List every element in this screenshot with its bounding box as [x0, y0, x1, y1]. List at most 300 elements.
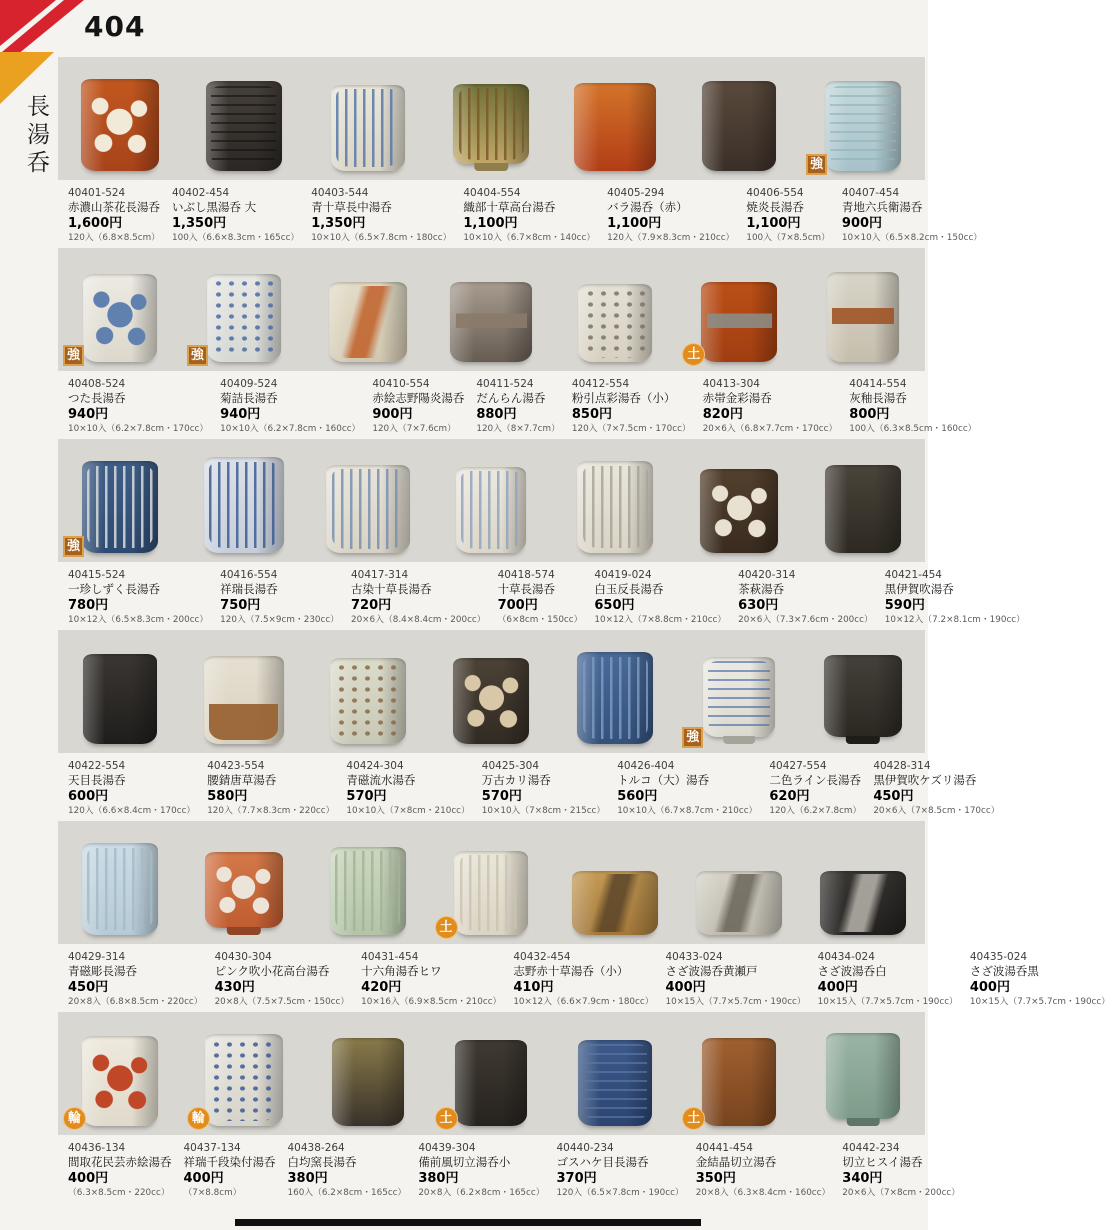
product-photo-cell	[58, 439, 182, 562]
product-code: 40421-454	[884, 569, 942, 581]
product-info	[607, 757, 759, 821]
product-photo-cell	[553, 57, 677, 180]
product-info	[210, 375, 362, 439]
teacup-photo	[204, 656, 284, 744]
product-photo-cell	[306, 821, 430, 944]
teacup-photo	[578, 284, 652, 362]
product-code: 40419-024	[594, 569, 652, 581]
product-photo-cell	[430, 821, 554, 944]
product-name: トルコ（大）湯呑	[617, 773, 710, 787]
product-price: 450円	[68, 980, 109, 995]
product-photo-cell	[58, 821, 182, 944]
product-photo-cell	[553, 439, 677, 562]
product-name: 青十草長中湯呑	[311, 200, 392, 214]
product-code: 40431-454	[361, 951, 419, 963]
product-photo-cell	[182, 57, 306, 180]
product-name: 古染十草長湯呑	[350, 582, 432, 596]
product-code: 40420-314	[738, 569, 796, 581]
product-info	[597, 184, 736, 248]
product-code: 40418-574	[497, 569, 555, 581]
product-price: 1,600円	[68, 216, 123, 231]
product-price: 940円	[220, 407, 261, 422]
teacup-photo	[827, 272, 899, 362]
product-code: 40428-314	[873, 760, 931, 772]
teacup-photo	[204, 457, 284, 553]
product-info	[341, 566, 488, 630]
product-photo-cell	[553, 630, 677, 753]
product-name: 祥瑞長湯呑	[220, 582, 278, 596]
product-code: 40433-024	[665, 951, 723, 963]
product-name: 黒伊賀吹ケズリ湯呑	[873, 773, 977, 787]
product-info	[808, 948, 960, 1012]
teacup-photo	[696, 871, 782, 935]
teacup-photo	[572, 871, 658, 935]
product-info	[466, 375, 562, 439]
product-name: 赤帯金彩湯呑	[702, 391, 772, 405]
teacup-photo	[456, 467, 526, 553]
product-spec: 10×10入（7×8cm・215cc）	[481, 806, 606, 816]
product-name: 十草長湯呑	[497, 582, 556, 596]
product-info	[174, 1139, 278, 1203]
product-code: 40415-524	[68, 569, 126, 581]
product-price: 590円	[884, 598, 925, 613]
product-spec: 120入（7×7.5cm・170cc）	[571, 424, 691, 434]
product-price: 380円	[418, 1171, 459, 1186]
product-name: ピンク吹小花高台湯呑	[214, 964, 330, 978]
product-name: 織部十草高台湯呑	[463, 200, 556, 214]
product-info	[488, 566, 585, 630]
teacup-photo	[326, 465, 410, 553]
catalog-row	[58, 57, 983, 248]
product-name: つた長湯呑	[68, 391, 126, 405]
product-spec: 120入（7.9×8.3cm・210cc）	[607, 233, 735, 243]
product-info	[693, 375, 840, 439]
product-info	[301, 184, 453, 248]
product-name: ゴスハケ目長湯呑	[556, 1155, 649, 1169]
bottom-divider-bar	[235, 1219, 701, 1226]
product-code: 40401-524	[68, 187, 126, 199]
catalog-rows	[58, 57, 1111, 1203]
product-photo-cell	[182, 630, 306, 753]
product-code: 40437-134	[183, 1142, 241, 1154]
photo-band	[58, 57, 925, 180]
product-info	[547, 1139, 686, 1203]
teacup-photo	[574, 83, 656, 171]
teacup-photo	[205, 852, 283, 928]
product-spec: 160入（6.2×8cm・165cc）	[287, 1188, 407, 1198]
product-spec: 20×6入（7.3×7.6cm・200cc）	[738, 615, 873, 625]
product-code: 40429-314	[68, 951, 126, 963]
product-info	[453, 184, 597, 248]
product-code: 40426-404	[617, 760, 675, 772]
product-info	[875, 566, 1027, 630]
product-photo-cell	[182, 821, 306, 944]
product-name: さざ波湯呑黒	[969, 964, 1039, 978]
product-spec: 10×10入（6.2×7.8cm・170cc）	[68, 424, 209, 434]
product-info	[58, 375, 210, 439]
stock-badge: 強	[682, 727, 703, 748]
product-info	[503, 948, 655, 1012]
product-price: 620円	[769, 789, 810, 804]
product-info	[351, 948, 503, 1012]
teacup-photo	[700, 469, 778, 553]
product-photo-cell	[677, 1012, 801, 1135]
product-price: 400円	[969, 980, 1010, 995]
product-info	[205, 948, 352, 1012]
product-name: さざ波湯呑白	[817, 964, 887, 978]
product-code: 40438-264	[287, 1142, 345, 1154]
product-photo-cell	[677, 248, 801, 371]
product-info	[58, 1139, 174, 1203]
teacup-photo	[578, 1040, 652, 1126]
photo-band	[58, 1012, 925, 1135]
teacup-photo	[703, 657, 775, 737]
product-name: 赤絵志野陽炎湯呑	[372, 391, 465, 405]
teacup-photo	[82, 843, 158, 935]
product-name: 青磁流水湯呑	[346, 773, 416, 787]
product-name: 白均窯長湯呑	[287, 1155, 357, 1169]
stock-badge: 土	[682, 343, 705, 366]
product-info	[58, 948, 205, 1012]
product-price: 400円	[68, 1171, 109, 1186]
product-photo-cell	[306, 1012, 430, 1135]
product-spec: 10×10入（6.2×7.8cm・160cc）	[220, 424, 361, 434]
teacup-photo	[702, 81, 776, 171]
product-name: 茶萩湯呑	[738, 582, 785, 596]
product-name: 黒伊賀吹湯呑	[884, 582, 954, 596]
product-code: 40407-454	[841, 187, 900, 199]
teacup-photo	[454, 851, 528, 935]
product-info	[58, 757, 197, 821]
product-info	[197, 757, 336, 821]
product-name: 一珍しずく長湯呑	[68, 582, 160, 596]
product-photo-cell	[801, 248, 925, 371]
teacup-photo	[826, 1033, 900, 1119]
teacup-photo	[824, 655, 902, 737]
product-info	[839, 375, 978, 439]
product-price: 630円	[738, 598, 779, 613]
product-info	[728, 566, 875, 630]
product-spec: 120入（8×7.7cm）	[476, 424, 560, 434]
product-name: だんらん湯呑	[476, 391, 546, 405]
product-photo-cell	[58, 1012, 182, 1135]
teacup-photo	[455, 1040, 527, 1126]
product-spec: 20×6入（7×8cm・200cc）	[842, 1188, 961, 1198]
product-info	[562, 375, 693, 439]
product-photo-cell	[553, 248, 677, 371]
product-spec: 120入（7.7×8.3cm・220cc）	[207, 806, 335, 816]
product-spec: 10×12入（7.2×8.1cm・190cc）	[884, 615, 1025, 625]
product-name: 青磁彫長湯呑	[68, 964, 137, 978]
product-info	[58, 184, 162, 248]
product-spec: 20×6入（6.8×7.7cm・170cc）	[702, 424, 838, 434]
teacup-photo	[825, 81, 901, 171]
product-price: 820円	[702, 407, 743, 422]
product-price: 420円	[361, 980, 402, 995]
product-code: 40436-134	[68, 1142, 126, 1154]
product-info	[408, 1139, 546, 1203]
product-price: 700円	[497, 598, 538, 613]
teacup-photo	[332, 1038, 404, 1126]
teacup-photo	[205, 1034, 283, 1126]
product-name: 天目長湯呑	[68, 773, 126, 787]
stock-badge: 輪	[187, 1107, 210, 1130]
product-price: 1,350円	[311, 216, 366, 231]
product-name: 万古カリ湯呑	[481, 773, 551, 787]
teacup-photo	[83, 654, 157, 744]
product-spec: （6×8cm・150cc）	[497, 615, 583, 625]
product-code: 40422-554	[68, 760, 126, 772]
product-code: 40441-454	[695, 1142, 753, 1154]
product-name: 腰錆唐草湯呑	[207, 773, 277, 787]
product-price: 400円	[817, 980, 858, 995]
product-price: 430円	[214, 980, 255, 995]
product-code: 40425-304	[481, 760, 540, 772]
product-price: 400円	[665, 980, 706, 995]
product-code: 40416-554	[220, 569, 278, 581]
product-code: 40432-454	[513, 951, 571, 963]
teacup-photo	[83, 274, 157, 362]
product-name: 切立ヒスイ湯呑	[842, 1155, 923, 1169]
product-name: 粉引点彩湯呑（小）	[571, 391, 676, 405]
product-spec: 10×10入（6.5×7.8cm・180cc）	[311, 233, 452, 243]
teacup-photo	[82, 461, 158, 553]
product-price: 570円	[346, 789, 387, 804]
catalog-row	[58, 630, 1000, 821]
product-name: 赤濃山茶花長湯呑	[68, 200, 160, 214]
product-price: 1,100円	[607, 216, 662, 231]
product-code: 40442-234	[842, 1142, 900, 1154]
stock-badge: 土	[435, 1107, 458, 1130]
teacup-photo	[207, 274, 281, 362]
text-band	[58, 1135, 961, 1203]
product-spec: 10×10入（6.7×8cm・140cc）	[463, 233, 596, 243]
product-price: 380円	[287, 1171, 328, 1186]
product-photo-cell	[58, 630, 182, 753]
photo-band	[58, 439, 925, 562]
product-code: 40414-554	[849, 378, 907, 390]
product-spec: 20×8入（6.8×8.5cm・220cc）	[68, 997, 203, 1007]
product-name: 白玉反長湯呑	[594, 582, 664, 596]
product-info	[832, 184, 984, 248]
product-spec: 120入（6.5×7.8cm・190cc）	[556, 1188, 684, 1198]
catalog-row	[58, 821, 1111, 1012]
product-price: 410円	[513, 980, 554, 995]
teacup-photo	[331, 85, 405, 171]
product-code: 40423-554	[207, 760, 265, 772]
product-price: 750円	[220, 598, 261, 613]
product-code: 40404-554	[463, 187, 521, 199]
teacup-photo	[81, 79, 159, 171]
product-spec: 20×6入（8.4×8.4cm・200cc）	[350, 615, 486, 625]
product-photo-cell	[306, 439, 430, 562]
product-name: 十六角湯呑ヒワ	[361, 964, 442, 978]
product-price: 340円	[842, 1171, 883, 1186]
product-info	[863, 757, 1001, 821]
stock-badge: 強	[63, 536, 84, 557]
stock-badge: 土	[435, 916, 458, 939]
product-photo-cell	[801, 1012, 925, 1135]
product-spec: （7×8.8cm）	[183, 1188, 242, 1198]
product-name: 菊詰長湯呑	[220, 391, 278, 405]
product-spec: 120入（6.2×7.8cm）	[769, 806, 862, 816]
product-price: 1,100円	[463, 216, 518, 231]
product-photo-cell	[306, 630, 430, 753]
product-spec: 120入（6.8×8.5cm）	[68, 233, 160, 243]
text-band	[58, 180, 983, 248]
teacup-photo	[329, 282, 407, 362]
product-code: 40406-554	[746, 187, 804, 199]
product-info	[736, 184, 832, 248]
product-name: 青地六兵衛湯呑	[841, 200, 923, 214]
teacup-photo	[702, 1038, 776, 1126]
teacup-photo	[330, 847, 406, 935]
product-photo-cell	[677, 57, 801, 180]
product-spec: 10×15入（7.7×5.7cm・190cc）	[969, 997, 1111, 1007]
product-code: 40402-454	[172, 187, 230, 199]
product-spec: 10×15入（7.7×5.7cm・190cc）	[665, 997, 806, 1007]
product-photo-cell	[801, 439, 925, 562]
product-price: 850円	[571, 407, 613, 422]
product-name: いぶし黒湯呑 大	[172, 200, 257, 214]
text-band	[58, 944, 1111, 1012]
stock-badge: 輪	[63, 1107, 86, 1130]
product-price: 570円	[481, 789, 522, 804]
product-photo-cell	[801, 630, 925, 753]
product-name: さざ波湯呑黄瀬戸	[665, 964, 758, 978]
product-info	[656, 948, 808, 1012]
product-price: 1,100円	[746, 216, 801, 231]
product-code: 40430-304	[214, 951, 272, 963]
teacup-photo	[453, 658, 529, 744]
product-photo-cell	[677, 821, 801, 944]
product-code: 40440-234	[556, 1142, 614, 1154]
product-spec: 100入（6.3×8.5cm・160cc）	[849, 424, 977, 434]
stock-badge: 土	[682, 1107, 705, 1130]
teacup-photo	[577, 652, 653, 744]
product-price: 600円	[68, 789, 109, 804]
photo-band	[58, 248, 925, 371]
product-name: バラ湯呑（赤）	[607, 200, 688, 214]
product-name: 間取花民芸赤絵湯呑	[68, 1155, 172, 1169]
photo-band	[58, 821, 925, 944]
catalog-row	[58, 1012, 961, 1203]
product-info	[472, 757, 607, 821]
product-info	[584, 566, 728, 630]
stock-badge: 強	[806, 154, 827, 175]
product-code: 40409-524	[220, 378, 278, 390]
teacup-photo	[330, 658, 406, 744]
product-photo-cell	[58, 57, 182, 180]
product-price: 580円	[207, 789, 248, 804]
product-code: 40435-024	[969, 951, 1028, 963]
product-photo-cell	[58, 248, 182, 371]
product-price: 800円	[849, 407, 890, 422]
product-spec: 20×8入（6.3×8.4cm・160cc）	[695, 1188, 831, 1198]
product-spec: 10×12入（6.6×7.9cm・180cc）	[513, 997, 654, 1007]
product-code: 40413-304	[702, 378, 760, 390]
product-spec: 10×12入（7×8.8cm・210cc）	[594, 615, 727, 625]
teacup-photo	[206, 81, 282, 171]
product-photo-cell	[677, 630, 801, 753]
product-info	[759, 757, 863, 821]
product-spec: 10×15入（7.7×5.7cm・190cc）	[817, 997, 958, 1007]
product-name: 灰釉長湯呑	[849, 391, 907, 405]
text-band	[58, 562, 1025, 630]
product-price: 350円	[695, 1171, 736, 1186]
product-photo-cell	[430, 57, 554, 180]
product-price: 370円	[556, 1171, 597, 1186]
catalog-row	[58, 439, 1025, 630]
product-info	[960, 948, 1112, 1012]
product-photo-cell	[677, 439, 801, 562]
product-info	[278, 1139, 409, 1203]
product-photo-cell	[430, 1012, 554, 1135]
product-spec: 120入（6.6×8.4cm・170cc）	[68, 806, 196, 816]
product-photo-cell	[430, 630, 554, 753]
product-photo-cell	[306, 248, 430, 371]
product-name: 祥瑞千段染付湯呑	[183, 1155, 276, 1169]
category-side-label: 長湯呑	[23, 94, 49, 178]
product-info	[210, 566, 341, 630]
product-photo-cell	[553, 1012, 677, 1135]
teacup-photo	[701, 282, 777, 362]
product-info	[162, 184, 301, 248]
product-spec: 10×16入（6.9×8.5cm・210cc）	[361, 997, 502, 1007]
product-code: 40427-554	[769, 760, 827, 772]
product-price: 880円	[476, 407, 517, 422]
product-photo-cell	[182, 1012, 306, 1135]
product-info	[58, 566, 210, 630]
product-price: 650円	[594, 598, 635, 613]
product-price: 560円	[617, 789, 658, 804]
product-spec: 10×10入（6.7×8.7cm・210cc）	[617, 806, 758, 816]
product-code: 40408-524	[68, 378, 126, 390]
product-info	[686, 1139, 833, 1203]
product-code: 40434-024	[817, 951, 875, 963]
product-photo-cell	[801, 57, 925, 180]
text-band	[58, 753, 1000, 821]
teacup-photo	[820, 871, 906, 935]
product-name: 二色ライン長湯呑	[769, 773, 862, 787]
product-price: 1,350円	[172, 216, 227, 231]
photo-band	[58, 630, 925, 753]
product-price: 900円	[841, 216, 883, 231]
product-name: 焼炎長湯呑	[746, 200, 804, 214]
product-price: 940円	[68, 407, 109, 422]
stock-badge: 強	[187, 345, 208, 366]
teacup-photo	[450, 282, 532, 362]
product-name: 備前風切立湯呑小	[418, 1155, 511, 1169]
product-spec: 10×10入（6.5×8.2cm・150cc）	[841, 233, 983, 243]
stock-badge: 強	[63, 345, 84, 366]
teacup-photo	[825, 465, 901, 553]
product-name: 志野赤十草湯呑（小）	[513, 964, 629, 978]
product-spec: 20×8入（7.5×7.5cm・150cc）	[214, 997, 350, 1007]
product-photo-cell	[553, 821, 677, 944]
product-photo-cell	[430, 248, 554, 371]
product-price: 450円	[873, 789, 914, 804]
product-photo-cell	[801, 821, 925, 944]
product-code: 40403-544	[311, 187, 369, 199]
teacup-photo	[82, 1036, 158, 1126]
product-code: 40439-304	[418, 1142, 476, 1154]
product-info	[336, 757, 471, 821]
product-spec: 100入（6.6×8.3cm・165cc）	[172, 233, 300, 243]
product-code: 40412-554	[571, 378, 630, 390]
product-code: 40405-294	[607, 187, 665, 199]
product-spec: 20×8入（6.2×8cm・165cc）	[418, 1188, 545, 1198]
